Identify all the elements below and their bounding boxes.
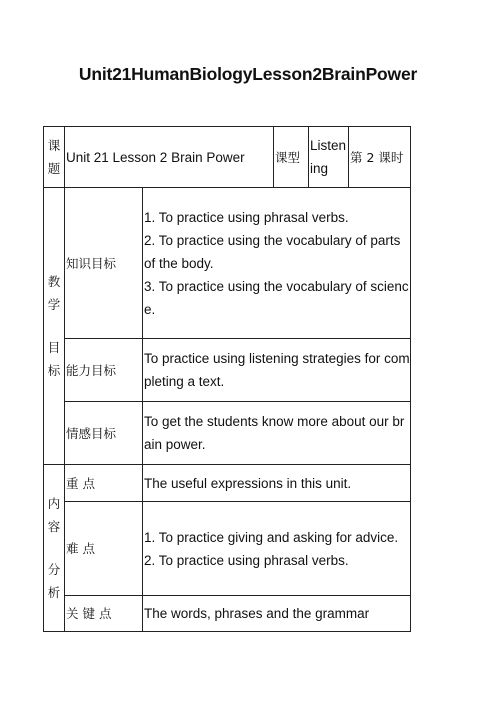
keypoint-label: 关 键 点 [65, 596, 143, 632]
keypoint-row [44, 596, 411, 632]
difficult-items [143, 502, 411, 596]
ability-row [44, 339, 411, 402]
emotion-label: 情感目标 [65, 402, 143, 465]
knowledge-item: 2. To practice using the vocabulary of parts of the body. [144, 232, 401, 271]
key-label: 重 点 [65, 465, 143, 502]
difficult-item: 2. To practice using phrasal verbs. [144, 552, 349, 568]
lesson-name: Unit 21 Lesson 2 Brain Power [65, 127, 274, 188]
period: 第 2 课时 [349, 127, 411, 188]
ability-label: 能力目标 [65, 339, 143, 402]
header-row [44, 127, 411, 188]
lesson-plan-table [43, 126, 411, 632]
knowledge-row [44, 188, 411, 339]
difficult-row [44, 502, 411, 596]
difficult-label: 难 点 [65, 502, 143, 596]
knowledge-item: 1. To practice using phrasal verbs. [144, 209, 349, 225]
knowledge-items [143, 188, 411, 339]
emotion-row [44, 402, 411, 465]
objectives-side-label: 教 学 目 标 [44, 188, 65, 465]
keti-label: 课 题 [44, 127, 65, 188]
ability-text: To practice using listening strategies for completing a text. [143, 339, 411, 402]
knowledge-label: 知识目标 [65, 188, 143, 339]
document-title: Unit21HumanBiologyLesson2BrainPower [78, 64, 418, 84]
keypoint-text: The words, phrases and the grammar [143, 596, 411, 632]
knowledge-item: 3. To practice using the vocabulary of science. [144, 278, 409, 317]
emotion-text: To get the students know more about our brain power. [143, 402, 411, 465]
type-label: 课型 [274, 127, 309, 188]
key-text: The useful expressions in this unit. [143, 465, 411, 502]
difficult-item: 1. To practice giving and asking for advice. [144, 529, 399, 545]
type-value: Listening [309, 127, 349, 188]
analysis-side-label: 内 容 分 析 [44, 465, 65, 632]
key-row [44, 465, 411, 502]
